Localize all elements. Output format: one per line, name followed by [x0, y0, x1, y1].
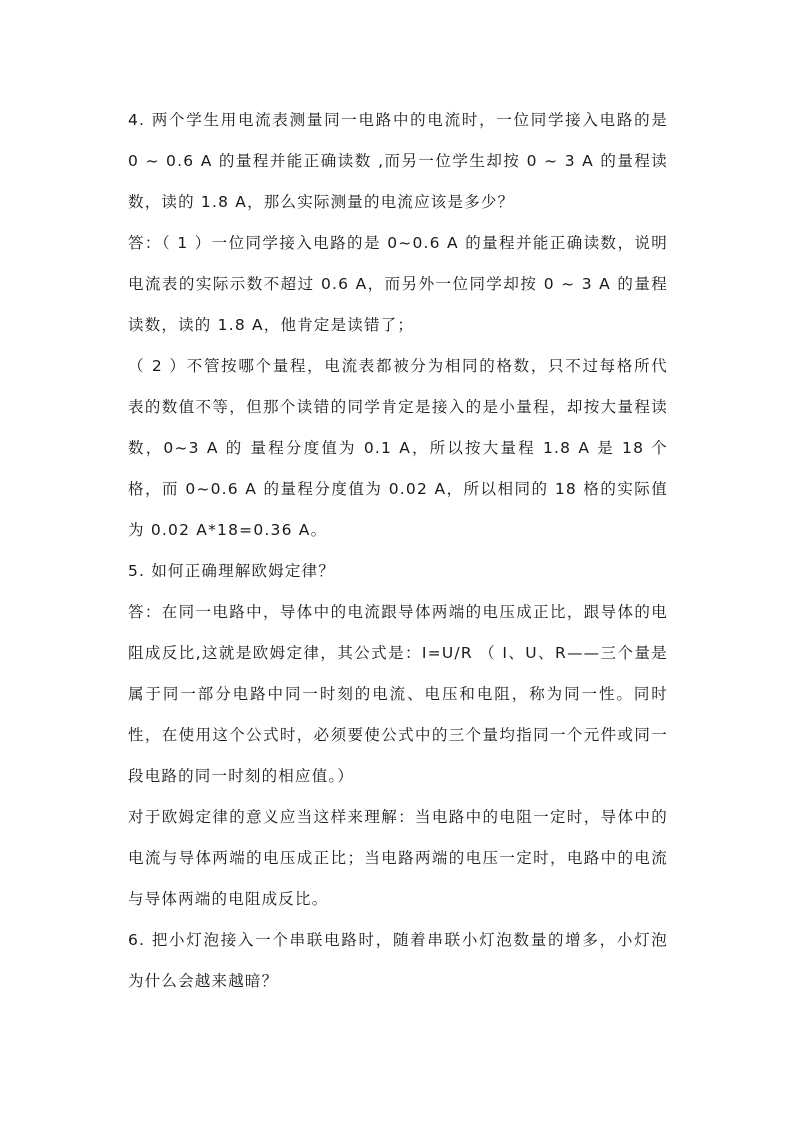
document-body: [128, 100, 668, 1002]
question-6: 6. 把小灯泡接入一个串联电路时，随着串联小灯泡数量的增多，小灯泡为什么会越来越暗？: [128, 931, 668, 990]
answer-5-meaning: 对于欧姆定律的意义应当这样来理解：当电路中的电阻一定时，导体中的电流与导体两端的电压成正比；当电路两端的电压一定时，电路中的电流与导体两端的电阻成反比。: [128, 808, 668, 908]
answer-4-part-2: （ 2 ）不管按哪个量程，电流表都被分为相同的格数，只不过每格所代表的数值不等，但那个读错的同学肯定是接入的是小量程，却按大量程读数，0~3 A 的 量程分度值为 0.1 A，所以按大量程 1.8 A 是 18 个格，而 0~0.6 A 的量程分度值为 0.02 A，所以相同的 18 格的实际值为 0.02 A*18=0.36 A。: [128, 357, 668, 539]
answer-4-part-1: 答：（ 1 ）一位同学接入电路的是 0~0.6 A 的量程并能正确读数，说明电流表的实际示数不超过 0.6 A，而另外一位同学却按 0 ~ 3 A 的量程读数，读的 1.8 A，他肯定是读错了；: [128, 234, 668, 334]
question-4: 4. 两个学生用电流表测量同一电路中的电流时，一位同学接入电路的是 0 ~ 0.6 A 的量程并能正确读数 ,而另一位学生却按 0 ~ 3 A 的量程读数，读的 1.8 A，那么实际测量的电流应该是多少？: [128, 111, 668, 211]
answer-5: 答：在同一电路中，导体中的电流跟导体两端的电压成正比，跟导体的电阻成反比,这就是欧姆定律，其公式是：I=U/R （ I、U、R——三个量是属于同一部分电路中同一时刻的电流、电压和电阻，称为同一性。同时性，在使用这个公式时，必须要使公式中的三个量均指同一个元件或同一段电路的同一时刻的相应值。）: [128, 603, 668, 785]
question-5: 5. 如何正确理解欧姆定律？: [128, 562, 336, 580]
